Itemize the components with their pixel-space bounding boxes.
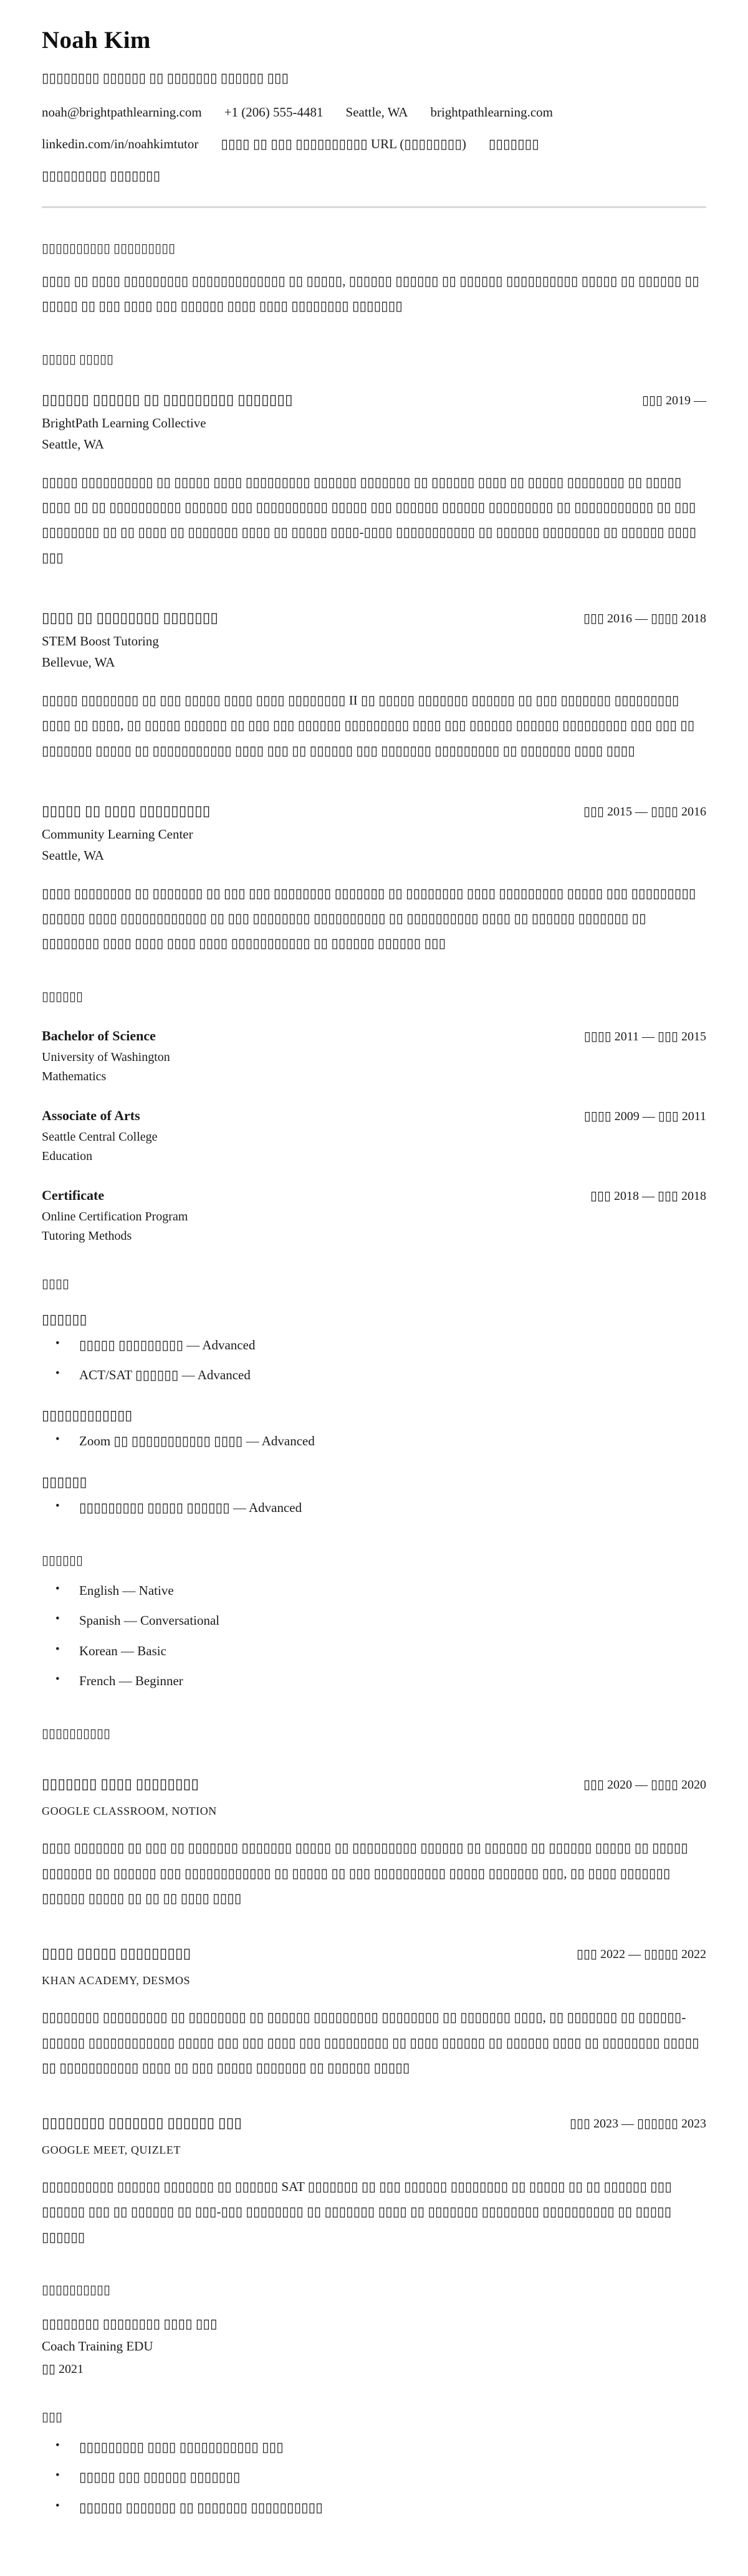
project-title: ▯▯▯▯ ▯▯▯▯▯ ▯▯▯▯▯▯▯▯▯ (42, 1946, 191, 1962)
education-heading: ▯▯▯▯▯▯ (42, 989, 84, 1004)
job-dates: ▯▯▯ 2016 — ▯▯▯▯ 2018 (583, 611, 706, 625)
degree-title: Bachelor of Science (42, 1027, 156, 1043)
skills-group (42, 1407, 706, 1453)
education-title-row (42, 1028, 706, 1044)
resume-header (42, 26, 706, 184)
header-divider (42, 206, 706, 208)
portfolio-url-label: ▯▯▯▯ ▯▯ ▯▯▯ ▯▯▯▯▯▯▯▯▯▯ URL (▯▯▯▯▯▯▯▯) (221, 136, 466, 151)
section-skills (42, 1276, 706, 1520)
summary-text: ▯▯▯▯ ▯▯ ▯▯▯▯ ▯▯▯▯▯▯▯▯▯ ▯▯▯▯▯▯▯▯▯▯▯▯▯ ▯▯ ▯▯▯▯▯, ▯▯▯▯▯▯ ▯▯▯▯▯▯ ▯▯ ▯▯▯▯▯▯ ▯▯▯▯▯▯▯▯▯▯ ▯▯▯▯▯ ▯▯ ▯▯▯▯▯▯ ▯▯ ▯▯▯▯▯ ▯▯ ▯▯▯ ▯▯▯▯ ▯▯▯ ▯▯▯▯▯▯ ▯▯▯▯ ▯▯▯▯ ▯▯▯▯▯▯▯▯ ▯▯▯▯▯▯▯ (42, 273, 699, 314)
job-title-row (42, 610, 706, 626)
skills-group-name: ▯▯▯▯▯▯ (42, 1473, 87, 1490)
skills-heading: ▯▯▯▯ (42, 1276, 70, 1291)
project-tools: GOOGLE CLASSROOM, NOTION (42, 1805, 217, 1818)
job-dates: ▯▯▯ 2015 — ▯▯▯▯ 2016 (583, 804, 706, 819)
school-name: University of Washington (42, 1050, 170, 1064)
job-company: BrightPath Learning Collective (42, 415, 206, 430)
contact-row-2 (42, 136, 706, 152)
project-title-row (42, 1946, 706, 1962)
job-description: ▯▯▯▯▯ ▯▯▯▯▯▯▯▯▯▯ ▯▯ ▯▯▯▯▯ ▯▯▯▯ ▯▯▯▯▯▯▯▯▯ ▯▯▯▯▯▯ ▯▯▯▯▯▯▯ ▯▯ ▯▯▯▯▯▯ ▯▯▯▯ ▯▯ ▯▯▯▯▯ ▯▯▯▯▯▯▯▯ ▯▯ ▯▯▯▯▯ ▯▯▯▯ ▯▯ ▯▯ ▯▯▯▯▯▯▯▯▯▯ ▯▯▯▯▯▯ ▯▯▯ ▯▯▯▯▯▯▯▯▯▯ ▯▯▯▯▯ ▯▯▯ ▯▯▯▯▯▯ ▯▯▯▯▯▯ ▯▯▯▯▯▯▯▯▯ ▯▯ ▯▯▯▯▯▯▯▯▯▯▯ ▯▯ ▯▯▯ ▯▯▯▯▯▯▯▯ ▯▯ ▯▯ ▯▯▯▯ ▯▯ ▯▯▯▯▯▯▯ ▯▯▯▯ ▯▯ ▯▯▯▯▯ ▯▯▯▯-▯▯▯▯ ▯▯▯▯▯▯▯▯▯▯▯ ▯▯ ▯▯▯▯▯▯ ▯▯▯▯▯▯▯▯ ▯▯ ▯▯▯▯▯▯ ▯▯▯▯ ▯▯▯ (42, 474, 697, 565)
language-item: • Spanish — Conversational (42, 1608, 706, 1633)
project-description: ▯▯▯▯ ▯▯▯▯▯▯▯ ▯▯ ▯▯▯ ▯▯ ▯▯▯▯▯▯▯ ▯▯▯▯▯▯▯ ▯▯▯▯▯ ▯▯ ▯▯▯▯▯▯▯▯▯ ▯▯▯▯▯▯ ▯▯ ▯▯▯▯▯▯ ▯▯ ▯▯▯▯▯▯ ▯▯▯▯▯ ▯▯ ▯▯▯▯▯ ▯▯▯▯▯▯▯ ▯▯ ▯▯▯▯▯▯ ▯▯▯ ▯▯▯▯▯▯▯▯▯▯▯▯ ▯▯ ▯▯▯▯▯ ▯▯ ▯▯▯ ▯▯▯▯▯▯▯▯▯▯ ▯▯▯▯▯ ▯▯▯▯▯▯▯ ▯▯▯, ▯▯ ▯▯▯▯ ▯▯▯▯▯▯▯ ▯▯▯▯▯▯ ▯▯▯▯▯ ▯▯ ▯▯ ▯▯ ▯▯▯▯ ▯▯▯▯ (42, 1840, 688, 1906)
contact-row-1 (42, 105, 706, 120)
linkedin-text: linkedin.com/in/noahkimtutor (42, 136, 199, 151)
project-tools: GOOGLE MEET, QUIZLET (42, 2144, 181, 2157)
project-entry (42, 1946, 706, 2080)
school-name: Online Certification Program (42, 1209, 188, 1224)
education-title-row (42, 1108, 706, 1124)
job-location: Bellevue, WA (42, 654, 115, 670)
interests-list (42, 2435, 706, 2520)
job-company: Community Learning Center (42, 826, 193, 842)
tagline: ▯▯▯▯▯▯▯▯ ▯▯▯▯▯▯ ▯▯ ▯▯▯▯▯▯▯ ▯▯▯▯▯▯ ▯▯▯ (42, 70, 289, 85)
job-title: ▯▯▯▯▯ ▯▯ ▯▯▯▯ ▯▯▯▯▯▯▯▯▯ (42, 802, 211, 819)
project-description: ▯▯▯▯▯▯▯▯▯▯ ▯▯▯▯▯▯ ▯▯▯▯▯▯▯ ▯▯ ▯▯▯▯▯▯ SAT ▯▯▯▯▯▯▯ ▯▯ ▯▯▯ ▯▯▯▯▯▯ ▯▯▯▯▯▯▯▯ ▯▯ ▯▯▯▯▯ ▯▯ ▯▯ ▯▯▯▯▯▯ ▯▯▯ ▯▯▯▯▯▯ ▯▯▯ ▯▯ ▯▯▯▯▯▯ ▯▯ ▯▯▯-▯▯▯ ▯▯▯▯▯▯▯▯ ▯▯ ▯▯▯▯▯▯▯ ▯▯▯▯ ▯▯ ▯▯▯▯▯▯▯ ▯▯▯▯▯▯▯▯ ▯▯▯▯▯▯▯▯▯▯ ▯▯ ▯▯▯▯▯ ▯▯▯▯▯▯ (42, 2179, 672, 2245)
job-company: STEM Boost Tutoring (42, 633, 159, 649)
experience-heading: ▯▯▯▯▯ ▯▯▯▯▯ (42, 352, 114, 366)
contact-row-3 (42, 168, 706, 184)
project-title: ▯▯▯▯▯▯▯▯ ▯▯▯▯▯▯▯ ▯▯▯▯▯▯ ▯▯▯ (42, 2115, 242, 2131)
certification-entry (42, 2316, 706, 2377)
degree-title: Associate of Arts (42, 1107, 140, 1123)
job-dates: ▯▯▯ 2019 — (641, 393, 706, 407)
job-location: Seattle, WA (42, 847, 104, 863)
skills-group-name: ▯▯▯▯▯▯▯▯▯▯▯▯ (42, 1407, 133, 1423)
job-entry (42, 803, 706, 956)
section-education (42, 989, 706, 1243)
skills-group (42, 1311, 706, 1388)
job-description: ▯▯▯▯ ▯▯▯▯▯▯▯▯ ▯▯ ▯▯▯▯▯▯▯ ▯▯ ▯▯▯ ▯▯▯ ▯▯▯▯▯▯▯▯ ▯▯▯▯▯▯▯ ▯▯ ▯▯▯▯▯▯▯▯ ▯▯▯▯ ▯▯▯▯▯▯▯▯▯ ▯▯▯▯▯ ▯▯▯ ▯▯▯▯▯▯▯▯▯ ▯▯▯▯▯▯ ▯▯▯▯ ▯▯▯▯▯▯▯▯▯▯▯▯ ▯▯ ▯▯▯ ▯▯▯▯▯▯▯▯ ▯▯▯▯▯▯▯▯▯▯ ▯▯ ▯▯▯▯▯▯▯▯▯▯ ▯▯▯▯ ▯▯ ▯▯▯▯▯▯ ▯▯▯▯▯▯▯ ▯▯ ▯▯▯▯▯▯▯▯ ▯▯▯▯ ▯▯▯▯ ▯▯▯▯ ▯▯▯▯ ▯▯▯▯▯▯▯▯▯▯▯ ▯▯ ▯▯▯▯▯▯ ▯▯▯▯▯▯ ▯▯▯ (42, 885, 696, 951)
project-dates: ▯▯▯ 2023 — ▯▯▯▯▯▯ 2023 (569, 2117, 706, 2131)
skills-list (42, 1428, 706, 1453)
field-of-study: Tutoring Methods (42, 1229, 132, 1243)
summary-heading: ▯▯▯▯▯▯▯▯▯▯ ▯▯▯▯▯▯▯▯▯ (42, 242, 176, 255)
contact-extra-text: ▯▯▯▯▯▯▯ (488, 136, 539, 151)
project-entry (42, 2115, 706, 2250)
section-certifications (42, 2282, 706, 2377)
education-dates: ▯▯▯ 2018 — ▯▯▯ 2018 (590, 1189, 706, 1203)
interest-item: • ▯▯▯▯▯▯ ▯▯▯▯▯▯▯ ▯▯ ▯▯▯▯▯▯▯ ▯▯▯▯▯▯▯▯▯▯ (42, 2495, 706, 2520)
project-dates: ▯▯▯ 2020 — ▯▯▯▯ 2020 (583, 1778, 706, 1792)
languages-heading: ▯▯▯▯▯▯ (42, 1554, 84, 1567)
job-location: Seattle, WA (42, 436, 104, 452)
location-text: Seattle, WA (345, 105, 408, 120)
phone-text: +1 (206) 555-4481 (224, 105, 324, 120)
interest-item: • ▯▯▯▯▯▯▯▯▯ ▯▯▯▯ ▯▯▯▯▯▯▯▯▯▯▯ ▯▯▯ (42, 2435, 706, 2460)
certification-title: ▯▯▯▯▯▯▯▯ ▯▯▯▯▯▯▯▯ ▯▯▯▯ ▯▯▯ (42, 2316, 218, 2332)
skill-item: • ACT/SAT ▯▯▯▯▯▯ — Advanced (42, 1362, 706, 1387)
job-entry (42, 392, 706, 570)
education-dates: ▯▯▯▯ 2011 — ▯▯▯ 2015 (583, 1029, 706, 1043)
education-dates: ▯▯▯▯ 2009 — ▯▯▯ 2011 (583, 1109, 706, 1123)
school-name: Seattle Central College (42, 1129, 158, 1144)
degree-title: Certificate (42, 1187, 105, 1203)
skill-item: • Zoom ▯▯ ▯▯▯▯▯▯▯▯▯▯▯ ▯▯▯▯ — Advanced (42, 1428, 706, 1453)
certification-date: ▯▯ 2021 (42, 2362, 84, 2377)
skill-item: • ▯▯▯▯▯ ▯▯▯▯▯▯▯▯▯ — Advanced (42, 1333, 706, 1357)
job-title: ▯▯▯▯▯▯ ▯▯▯▯▯▯ ▯▯ ▯▯▯▯▯▯▯▯▯ ▯▯▯▯▯▯▯ (42, 391, 293, 407)
skills-list (42, 1333, 706, 1388)
contact-extra-text-2: ▯▯▯▯▯▯▯▯▯ ▯▯▯▯▯▯▯ (42, 168, 161, 183)
project-dates: ▯▯▯ 2022 — ▯▯▯▯▯ 2022 (576, 1947, 706, 1962)
person-name: Noah Kim (42, 27, 151, 54)
field-of-study: Mathematics (42, 1069, 107, 1083)
certifications-heading: ▯▯▯▯▯▯▯▯▯▯ (42, 2283, 111, 2298)
education-title-row (42, 1187, 706, 1204)
project-entry (42, 1776, 706, 1911)
project-title: ▯▯▯▯▯▯▯ ▯▯▯▯ ▯▯▯▯▯▯▯▯ (42, 1776, 199, 1792)
section-projects (42, 1726, 706, 2250)
section-summary (42, 240, 706, 319)
education-entry (42, 1108, 706, 1164)
education-entry (42, 1028, 706, 1084)
skill-item: • ▯▯▯▯▯▯▯▯▯ ▯▯▯▯▯ ▯▯▯▯▯▯ — Advanced (42, 1495, 706, 1520)
projects-heading: ▯▯▯▯▯▯▯▯▯▯ (42, 1727, 111, 1741)
skills-list (42, 1495, 706, 1520)
project-description: ▯▯▯▯▯▯▯▯ ▯▯▯▯▯▯▯▯▯ ▯▯ ▯▯▯▯▯▯▯▯ ▯▯ ▯▯▯▯▯▯ ▯▯▯▯▯▯▯▯▯ ▯▯▯▯▯▯▯▯ ▯▯ ▯▯▯▯▯▯▯ ▯▯▯▯, ▯▯ ▯▯▯▯▯▯▯ ▯▯ ▯▯▯▯▯▯-▯▯▯▯▯▯ ▯▯▯▯▯▯▯▯▯▯▯▯ ▯▯▯▯▯ ▯▯▯ ▯▯▯ ▯▯▯▯ ▯▯▯ ▯▯▯▯▯▯▯▯▯ ▯▯ ▯▯▯▯ ▯▯▯▯▯▯ ▯▯ ▯▯▯▯▯▯ ▯▯▯▯ ▯▯ ▯▯▯▯▯▯▯▯ ▯▯▯▯▯ ▯▯ ▯▯▯▯▯▯▯▯▯▯▯ ▯▯▯▯ ▯▯ ▯▯▯ ▯▯▯▯▯ ▯▯▯▯▯▯▯ ▯▯ ▯▯▯▯▯▯ ▯▯▯▯▯ (42, 2010, 699, 2075)
project-tools: KHAN ACADEMY, DESMOS (42, 1974, 191, 1987)
job-entry (42, 610, 706, 763)
language-item: • French — Beginner (42, 1668, 706, 1693)
website-text: brightpathlearning.com (430, 105, 553, 120)
job-description: ▯▯▯▯▯ ▯▯▯▯▯▯▯▯ ▯▯ ▯▯▯ ▯▯▯▯▯ ▯▯▯▯ ▯▯▯▯ ▯▯▯▯▯▯▯▯ II ▯▯ ▯▯▯▯▯ ▯▯▯▯▯▯▯ ▯▯▯▯▯▯ ▯▯ ▯▯▯ ▯▯▯▯▯▯▯ ▯▯▯▯▯▯▯▯▯ ▯▯▯▯ ▯▯ ▯▯▯▯, ▯▯ ▯▯▯▯▯ ▯▯▯▯▯▯ ▯▯ ▯▯▯ ▯▯▯ ▯▯▯▯▯▯ ▯▯▯▯▯▯▯▯▯ ▯▯▯▯ ▯▯▯ ▯▯▯▯▯▯ ▯▯▯▯▯▯ ▯▯▯▯▯▯▯▯▯ ▯▯▯ ▯▯▯ ▯▯ ▯▯▯▯▯▯▯ ▯▯▯▯▯ ▯▯ ▯▯▯▯▯▯▯▯▯▯▯ ▯▯▯▯ ▯▯▯ ▯▯ ▯▯▯▯▯▯ ▯▯▯ ▯▯▯▯▯▯▯ ▯▯▯▯▯▯▯▯▯ ▯▯ ▯▯▯▯▯▯▯ ▯▯▯▯ ▯▯▯▯ (42, 692, 695, 758)
field-of-study: Education (42, 1149, 93, 1163)
interests-heading: ▯▯▯ (42, 2410, 63, 2425)
skills-group (42, 1474, 706, 1520)
skills-group-name: ▯▯▯▯▯▯ (42, 1311, 87, 1327)
job-title: ▯▯▯▯ ▯▯ ▯▯▯▯▯▯▯▯ ▯▯▯▯▯▯▯ (42, 609, 219, 625)
certification-issuer: Coach Training EDU (42, 2339, 153, 2354)
education-entry (42, 1187, 706, 1243)
language-item: • English — Native (42, 1578, 706, 1603)
interest-item: • ▯▯▯▯▯ ▯▯▯ ▯▯▯▯▯▯ ▯▯▯▯▯▯▯ (42, 2464, 706, 2489)
section-languages (42, 1552, 706, 1693)
languages-list (42, 1578, 706, 1693)
job-title-row (42, 392, 706, 408)
email-text: noah@brightpathlearning.com (42, 105, 202, 120)
project-title-row (42, 1776, 706, 1792)
language-item: • Korean — Basic (42, 1638, 706, 1663)
job-title-row (42, 803, 706, 819)
section-experience (42, 351, 706, 956)
section-interests (42, 2409, 706, 2520)
project-title-row (42, 2115, 706, 2131)
